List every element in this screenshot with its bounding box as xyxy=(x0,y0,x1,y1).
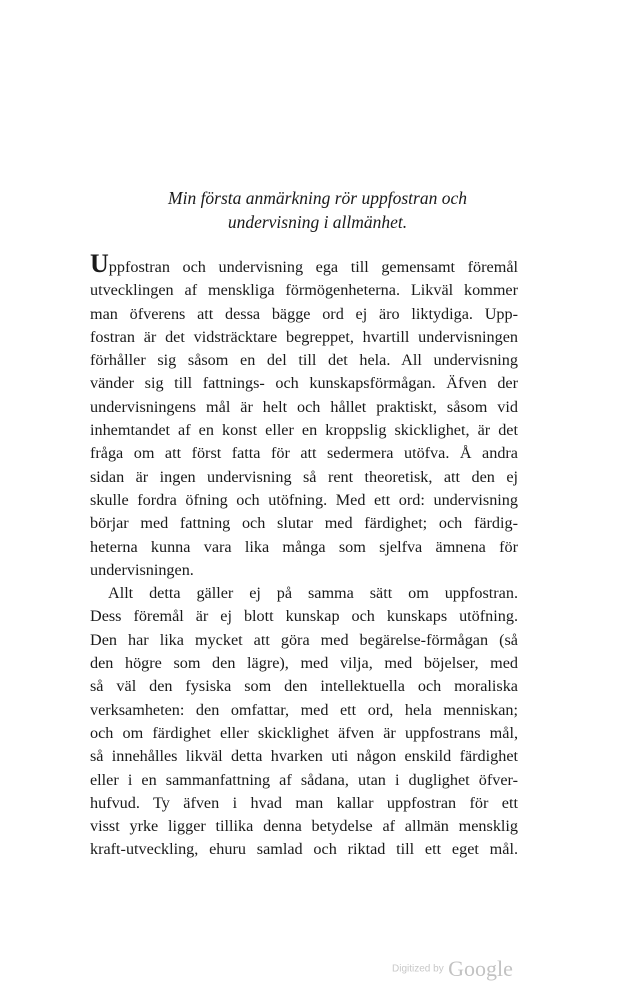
text-line: hufvud. Ty äfven i hvad man kallar uppfostran för ett xyxy=(90,793,518,812)
text-line xyxy=(90,249,518,279)
section-heading xyxy=(95,186,540,234)
heading-line-2: undervisning i allmänhet. xyxy=(227,212,408,232)
text-line: Allt detta gäller ej på samma sätt om uppfostran. xyxy=(108,584,518,603)
text-line: eller i en sammanfattning af sådana, utan i duglighet öfver- xyxy=(90,770,518,789)
watermark-prefix: Digitized by xyxy=(392,963,444,975)
drop-cap: U xyxy=(90,249,109,278)
text-line: den högre som den lägre), med vilja, med böjelser, med xyxy=(90,654,518,673)
text-line: verksamheten: den omfattar, med ett ord, hela menniskan; xyxy=(90,700,518,719)
text-line: utvecklingen af menskliga förmögenheterna. Likväl kommer xyxy=(90,281,518,300)
text-line: så väl den fysiska som den intellektuella och moraliska xyxy=(90,677,518,696)
text-line: undervisningens mål är helt och hållet praktiskt, såsom vid xyxy=(90,397,518,416)
text-line: skulle fordra öfning och utöfning. Med ett ord: undervisning xyxy=(90,490,518,509)
text-line: man öfverens att dessa bägge ord ej äro liktydiga. Upp- xyxy=(90,304,518,323)
first-line-rest: ppfostran och undervisning ega till gemensamt föremål xyxy=(108,258,518,276)
text-line: visst yrke ligger tillika denna betydelse af allmän mensklig xyxy=(90,817,518,836)
text-line: inhemtandet af en konst eller en kroppslig skicklighet, är det xyxy=(90,421,518,440)
text-line: fråga om att först fatta för att sedermera utöfva. Å andra xyxy=(90,444,518,463)
text-line: fostran är det vidsträcktare begreppet, hvartill undervisningen xyxy=(90,327,518,346)
text-line: förhåller sig såsom en del till det hela. All undervisning xyxy=(90,351,518,370)
text-line: och om färdighet eller skicklighet äfven är uppfostrans mål, xyxy=(90,723,518,742)
text-line: undervisningen. xyxy=(90,560,194,579)
text-line: börjar med fattning och slutar med färdighet; och färdig- xyxy=(90,514,518,533)
digitized-watermark xyxy=(392,956,513,982)
body-text xyxy=(90,249,518,862)
text-line: sidan är ingen undervisning så rent theoretisk, att den ej xyxy=(90,467,518,486)
text-line: heterna kunna vara lika många som sjelfva ämnena för xyxy=(90,537,518,556)
text-line: så innehålles likväl detta hvarken uti någon enskild färdighet xyxy=(90,747,518,766)
text-line: vänder sig till fattnings- och kunskapsförmågan. Äfven der xyxy=(90,374,518,393)
text-line: Den har lika mycket att göra med begärelse-förmågan (så xyxy=(90,630,518,649)
heading-line-1: Min första anmärkning rör uppfostran och xyxy=(168,188,467,208)
text-line: Dess föremål är ej blott kunskap och kunskaps utöfning. xyxy=(90,607,518,626)
text-line: kraft-utveckling, ehuru samlad och riktad till ett eget mål. xyxy=(90,840,518,859)
watermark-brand: Google xyxy=(448,956,513,981)
